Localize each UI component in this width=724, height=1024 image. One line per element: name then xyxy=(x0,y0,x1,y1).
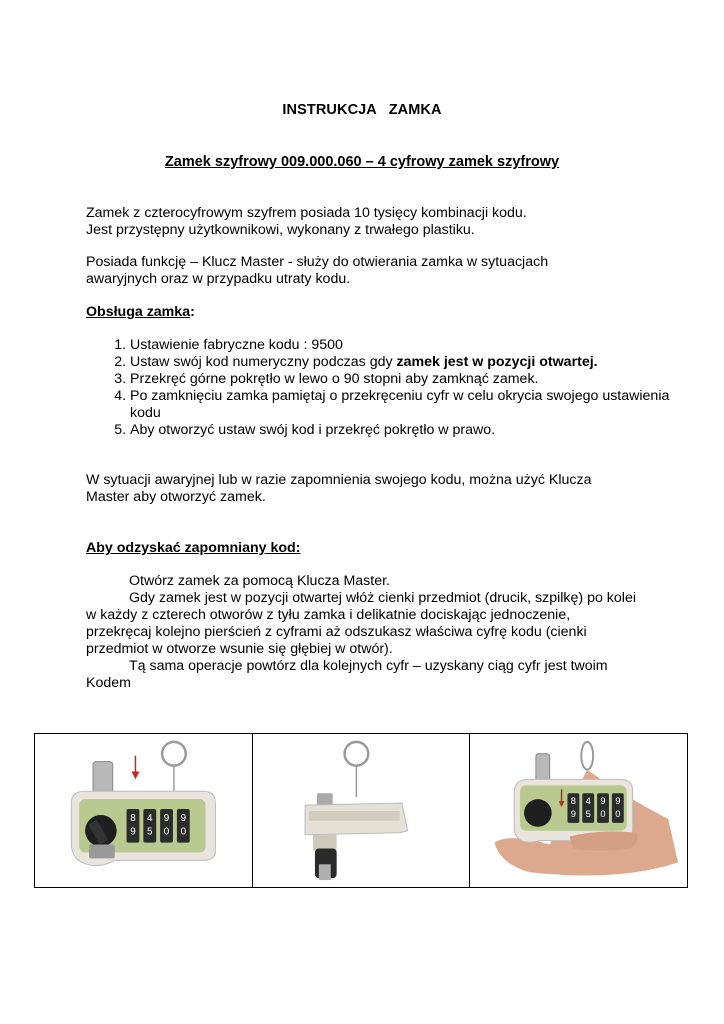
key-shaft xyxy=(89,845,115,859)
digit-top-4: 9 xyxy=(615,796,621,807)
digit-mid-4: 0 xyxy=(615,808,621,819)
recover-p3: Tą sama operacje powtórz dla kolejnych cyfr – uzyskany ciąg cyfr jest twoim Kodem xyxy=(86,658,608,691)
key-ring-icon xyxy=(162,742,186,766)
page-title: INSTRUKCJA ZAMKA xyxy=(282,102,442,118)
recover-p2: Gdy zamek jest w pozycji otwartej włóż cienki przedmiot (drucik, szpilkę) po kolei w każdy z czterech otworów z tyłu zamka i delikatnie dociskając jednoczenie, przekręcaj kolejno pierścień z cyframi aż odszukasz właściwa cyfrę kodu (cienki przedmiot w otworze wsunie się głębiej w otwór). xyxy=(86,590,636,657)
emergency-paragraph xyxy=(86,472,646,506)
digit-mid-3: 0 xyxy=(600,808,606,819)
master-key-line-1: Posiada funkcję – Klucz Master - służy do otwierania zamka w sytuacjach xyxy=(86,254,549,270)
emergency-line-2: Master aby otworzyć zamek. xyxy=(86,489,266,505)
digit-top-1: 8 xyxy=(571,796,577,807)
recover-p1: Otwórz zamek za pomocą Klucza Master. xyxy=(129,573,390,589)
lock-top-illustration xyxy=(253,734,470,887)
red-arrow-icon xyxy=(131,772,139,780)
digit-mid-3: 0 xyxy=(163,826,170,838)
key-ring-icon xyxy=(582,742,594,770)
step-2-bold: zamek jest w pozycji otwartej. xyxy=(396,354,598,370)
recover-heading-text: Aby odzyskać zapomniany kod: xyxy=(86,540,301,556)
lock-ridge xyxy=(309,811,400,821)
page-subtitle: Zamek szyfrowy 009.000.060 – 4 cyfrowy zamek szyfrowy xyxy=(164,154,560,170)
intro-line-1: Zamek z czterocyfrowym szyfrem posiada 10 tysięcy kombinacji kodu. xyxy=(86,205,527,221)
digit-top-4: 9 xyxy=(180,812,187,824)
step-item: 1. Ustawienie fabryczne kodu : 9500 xyxy=(130,337,690,354)
step-item: 5. Aby otworzyć ustaw swój kod i przekręć pokrętło w prawo. xyxy=(130,422,690,439)
digit-mid-2: 5 xyxy=(585,808,592,819)
lock-front-illustration xyxy=(35,734,252,887)
digit-top-3: 9 xyxy=(600,796,606,807)
key-ring-icon xyxy=(344,742,368,766)
step-item: 3. Przekręć górne pokrętło w lewo o 90 stopni aby zamknąć zamek. xyxy=(130,371,690,388)
operation-heading-text: Obsługa zamka xyxy=(86,304,191,320)
digit-mid-1: 9 xyxy=(571,808,577,819)
digit-mid-1: 9 xyxy=(130,826,136,838)
emergency-line-1: W sytuacji awaryjnej lub w razie zapomnienia swojego kodu, można użyć Klucza xyxy=(86,472,592,488)
photo-lock-top-view xyxy=(252,734,470,887)
intro-paragraph xyxy=(86,205,646,239)
master-key-paragraph xyxy=(86,254,646,288)
recover-heading xyxy=(86,540,300,556)
step-2-text: Ustaw swój kod numeryczny podczas gdy xyxy=(130,354,397,370)
intro-line-2: Jest przystępny użytkownikowi, wykonany z trwałego plastiku. xyxy=(86,222,475,238)
photo-lock-in-hand xyxy=(469,734,687,887)
digit-top-3: 9 xyxy=(163,812,170,824)
photo-strip xyxy=(34,733,688,888)
digit-mid-4: 0 xyxy=(180,826,187,838)
recover-paragraph xyxy=(86,573,638,692)
digit-top-1: 8 xyxy=(130,812,136,824)
step-item xyxy=(130,354,690,371)
photo-lock-front-with-key xyxy=(35,734,252,887)
step-item: 4. Po zamknięciu zamka pamiętaj o przekręceniu cyfr w celu okrycia swojego ustawienia kodu xyxy=(130,388,690,422)
operation-steps xyxy=(86,337,690,439)
digit-top-2: 4 xyxy=(147,812,153,824)
master-key-line-2: awaryjnych oraz w przypadku utraty kodu. xyxy=(86,271,351,287)
digit-mid-2: 5 xyxy=(147,826,153,838)
knob-icon xyxy=(524,799,552,827)
operation-heading-colon: : xyxy=(190,304,195,320)
operation-heading xyxy=(86,304,195,320)
lock-hand-illustration xyxy=(470,734,687,887)
key-blade xyxy=(319,864,331,880)
digit-top-2: 4 xyxy=(585,796,592,807)
lock-base xyxy=(313,835,337,851)
